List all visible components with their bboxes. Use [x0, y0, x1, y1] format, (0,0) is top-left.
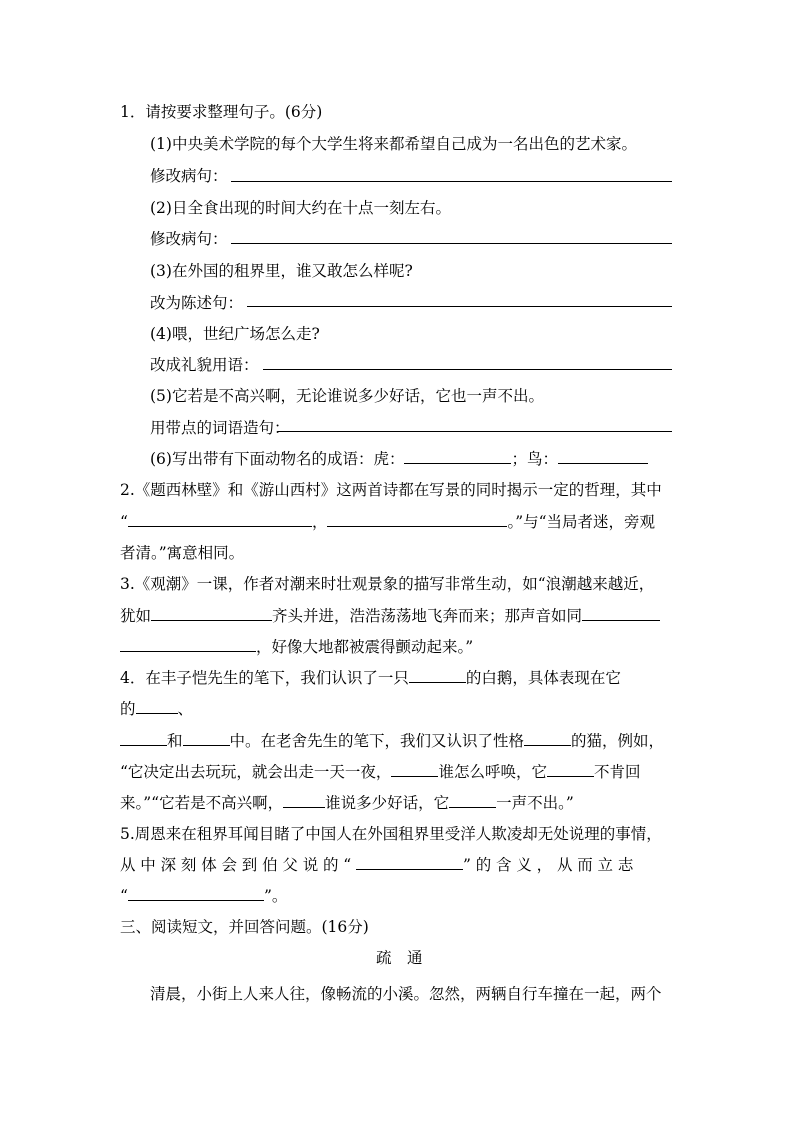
q1-s3-label: 改为陈述句：: [150, 294, 244, 312]
q1-s4-answer-line[interactable]: [263, 369, 672, 370]
q1-sentence-2: (2)日全食出现的时间大约在十点一刻左右。: [150, 199, 451, 217]
q1-sentence-3: (3)在外国的租界里，谁又敢怎么样呢?: [150, 262, 413, 280]
q4-blank-trait-1[interactable]: [136, 699, 178, 714]
q4-line-5: [120, 793, 574, 813]
q4-blank-cat[interactable]: [524, 731, 571, 746]
q2-comma: ，: [311, 513, 328, 531]
q2-line-2: [120, 512, 655, 532]
q4-blank-7[interactable]: [449, 793, 496, 808]
q2-line-3: 者清。”寓意相同。: [120, 544, 245, 562]
q1-sentence-6: [150, 449, 648, 469]
q1-s6-tiger-blank[interactable]: [404, 449, 511, 464]
q4-blank-trait-3[interactable]: [183, 731, 230, 746]
q4-dunhao: 、: [177, 700, 194, 718]
q5-mid: ”的含义，从而立志: [463, 856, 639, 874]
q4-quote-1-tail: 不肯回: [593, 763, 641, 781]
q5-line-3: [120, 886, 287, 906]
q4-line-2: [120, 699, 193, 719]
q4-line-4: [120, 762, 640, 782]
q1-s6-bird-blank[interactable]: [558, 449, 648, 464]
q4-blank-6[interactable]: [283, 793, 325, 808]
q3-blank-1[interactable]: [151, 606, 272, 621]
q1-s6-prompt-bird: ；鸟：: [511, 450, 558, 468]
q4-cat-tail: 的猫，例如，: [571, 732, 665, 750]
q3-line-3-tail: ，好像大地都被震得颤动起来。”: [256, 638, 474, 656]
q5-line-2: [120, 855, 638, 875]
q2-blank-2[interactable]: [327, 512, 507, 527]
q1-s2-label: 修改病句：: [150, 230, 228, 248]
q3-line-1: 3.《观潮》一课，作者对潮来时壮观景象的描写非常生动，如“浪潮越来越近，: [120, 575, 655, 593]
q3-blank-2a[interactable]: [582, 606, 660, 621]
article-title: 疏 通: [376, 949, 423, 967]
q3-blank-2b[interactable]: [120, 637, 256, 652]
q1-s3-answer-line[interactable]: [247, 306, 672, 307]
q5-close: ”。: [263, 887, 288, 905]
q4-intro-tail: 的白鹅，具体表现在它: [465, 669, 621, 687]
q4-quote-1: “它决定出去玩玩，就会出走一天一夜，: [120, 763, 392, 781]
q1-title: 1．请按要求整理句子。(6分): [120, 103, 323, 121]
q1-s2-answer-line[interactable]: [231, 243, 672, 244]
q4-blank-4[interactable]: [391, 762, 438, 777]
q1-s1-answer-line[interactable]: [231, 181, 672, 182]
q4-line-3: [120, 731, 664, 751]
q1-sentence-4: (4)喂，世纪广场怎么走?: [150, 325, 320, 343]
q1-s4-label: 改成礼貌用语：: [150, 356, 259, 374]
q3-line-2-mid: 齐头并进，浩浩荡荡地飞奔而来；那声音如同: [272, 607, 583, 625]
q4-blank-goose[interactable]: [409, 668, 466, 683]
q4-de: 的: [120, 700, 136, 718]
q2-blank-1[interactable]: [128, 512, 312, 527]
q5-blank-1[interactable]: [356, 855, 463, 870]
q1-s5-answer-line[interactable]: [278, 431, 672, 432]
q1-s6-prompt-tiger: (6)写出带有下面动物名的成语：虎：: [150, 450, 405, 468]
q4-blank-trait-2[interactable]: [120, 731, 167, 746]
q1-sentence-5: (5)它若是不高兴啊，无论谁说多少好话，它也一声不出。: [150, 387, 544, 405]
q4-quote-2-mid: 谁说多少好话，它: [325, 794, 450, 812]
q3-line-2: [120, 606, 660, 626]
q4-quote-2: 来。”“它若是不高兴啊，: [120, 794, 284, 812]
section-3-title: 三、阅读短文，并回答问题。(16分): [120, 918, 369, 936]
q1-s1-label: 修改病句：: [150, 167, 228, 185]
q4-intro: 4．在丰子恺先生的笔下，我们认识了一只: [120, 669, 409, 687]
q5-intro: 从中深刻体会到伯父说的“: [120, 856, 357, 874]
q4-cat-intro: 中。在老舍先生的笔下，我们又认识了性格: [229, 732, 525, 750]
q4-he: 和: [167, 732, 183, 750]
q2-line-1: 2.《题西林壁》和《游山西村》这两首诗都在写景的同时揭示一定的哲理，其中: [120, 481, 662, 499]
q5-blank-2[interactable]: [128, 886, 264, 901]
q3-line-3: [120, 637, 473, 657]
q2-line-2-tail: 。”与“当局者迷，旁观: [507, 513, 656, 531]
q1-sentence-1: (1)中央美术学院的每个大学生将来都希望自己成为一名出色的艺术家。: [150, 135, 637, 153]
q3-ruru: 犹如: [120, 607, 152, 625]
q5-line-1: 5.周恩来在租界耳闻目睹了中国人在外国租界里受洋人欺凌却无处说理的事情，: [120, 825, 662, 843]
q4-blank-5[interactable]: [547, 762, 594, 777]
q4-quote-1-mid: 谁怎么呼唤，它: [438, 763, 547, 781]
q2-open-quote: “: [120, 513, 128, 531]
q4-quote-2-tail: 一声不出。”: [496, 794, 574, 812]
q1-s5-label: 用带点的词语造句：: [150, 419, 290, 437]
article-paragraph: 清晨，小街上人来人往，像畅流的小溪。忽然，两辆自行车撞在一起，两个: [150, 985, 662, 1003]
q5-open-quote: “: [120, 887, 128, 905]
q4-line-1: [120, 668, 621, 688]
